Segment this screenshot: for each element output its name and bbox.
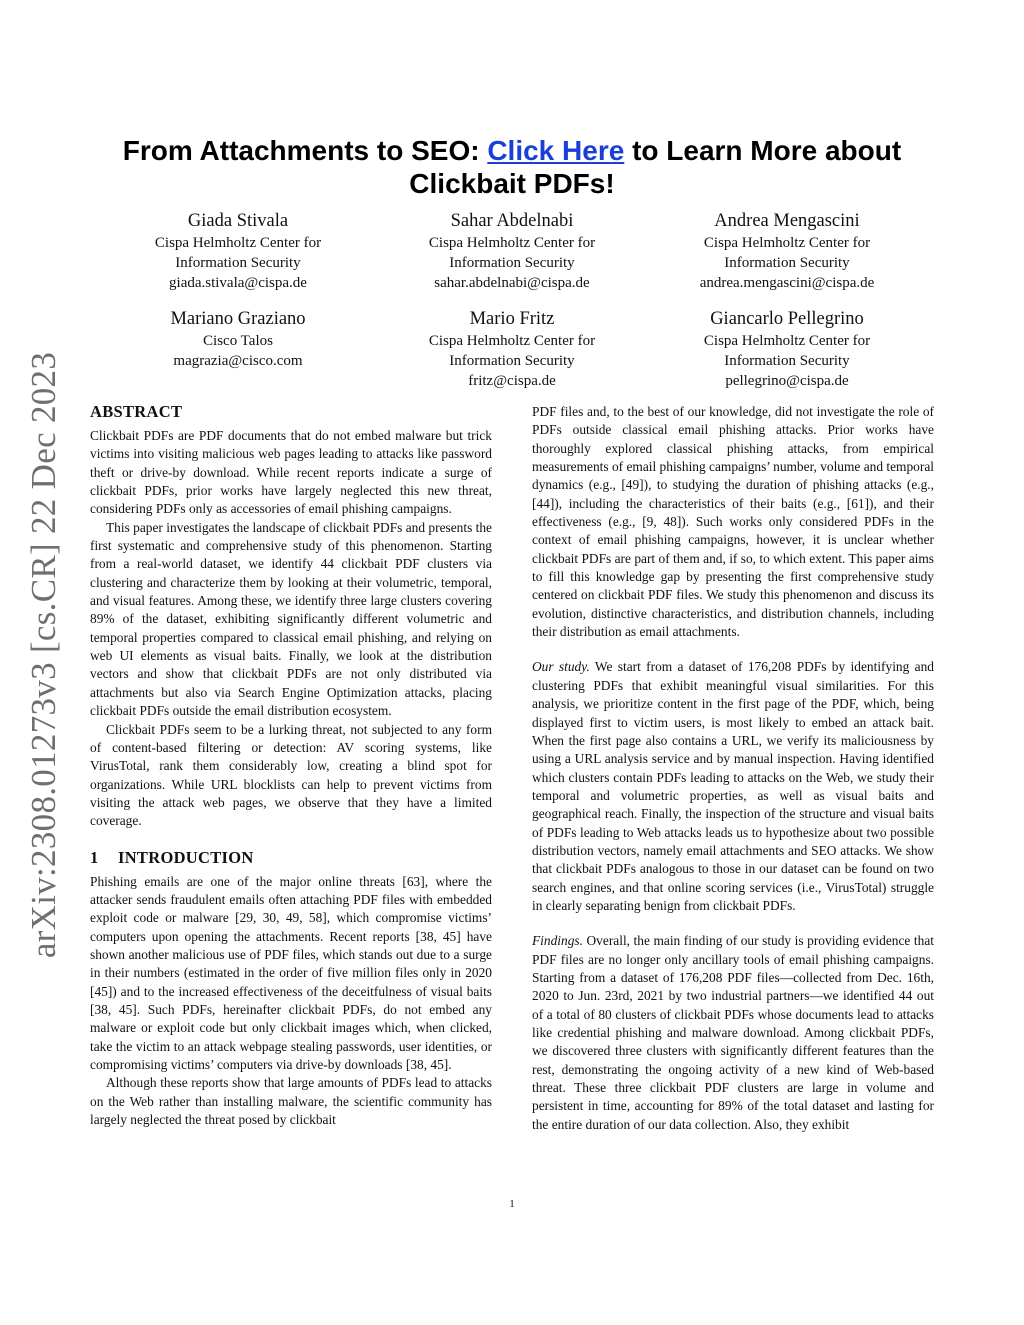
arxiv-identifier-text: arXiv:2308.01273v3 [cs.CR] 22 Dec 2023 bbox=[24, 351, 64, 959]
author-block bbox=[647, 210, 927, 293]
abstract-paragraph: Clickbait PDFs seem to be a lurking threat, not subjected to any form of content-based filtering or detection: AV scoring systems, like VirusTotal, rank them considerably low, creating a blind spot for organizations. While URL blocklists can help to prevent victims from visiting the attack web pages, we observe that they have a limited coverage. bbox=[90, 721, 492, 829]
author-email: magrazia@cisco.com bbox=[173, 353, 303, 369]
author-email: pellegrino@cispa.de bbox=[725, 373, 849, 389]
title-part1: From Attachments to SEO: bbox=[122, 135, 488, 166]
abstract-paragraph: This paper investigates the landscape of clickbait PDFs and presents the first systematic and comprehensive study of this phenomenon. Starting from a real-world dataset, we identify 44 clickbait PDF clusters via clustering and characterize them by looking at their volumetric, temporal, and visual features. Among these, we identify three large clusters covering 89% of the dataset, exhibiting significantly different volumetric and temporal properties compared to classical email phishing, and relying on web UI elements as visual baits. Finally, we look at the distribution vectors and show that clickbait PDFs are not only distributed via attachments but also via Search Engine Optimization attacks, placing clickbait PDFs outside the email distribution ecosystem. bbox=[90, 519, 492, 719]
left-column bbox=[90, 401, 492, 1129]
study-paragraph bbox=[532, 658, 934, 915]
author-name: Mariano Graziano bbox=[170, 309, 306, 329]
author-name: Mario Fritz bbox=[469, 309, 555, 329]
intro-paragraph: PDF files and, to the best of our knowledge, did not investigate the role of PDFs outside classical email phishing attacks. Prior works have thoroughly explored classical phishing attacks, from empirical measurements of email phishing campaigns’ number, volume and temporal dynamics (e.g., [49]), to studying the duration of phishing attacks (e.g., [44]), including the characteristics of their baits (e.g., [61]), and their effectiveness (e.g., [9, 48]). Such works only considered PDFs in the context of email phishing campaigns, however, it is unclear whether clickbait PDFs are part of them and, if so, to which extent. This paper aims to fill this knowledge gap by presenting the first comprehensive study centered on clickbait PDF files. We study this phenomenon and discuss its evolution, distinctive characteristics, and distribution channels, including their distribution as email attachments. bbox=[532, 404, 934, 640]
author-email: sahar.abdelnabi@cispa.de bbox=[434, 275, 590, 291]
intro-paragraph: Phishing emails are one of the major online threats [63], where the attacker sends fraudulent emails often attaching PDF files with embedded exploit code or malware [29, 30, 49, 58], which compromise victims’ computers upon opening the attachments. Recent reports [38, 45] have shown another malicious use of PDF files, which stands out due to a surge in their numbers (estimated in the order of five million files only in 2020 [45]) and to the increased effectiveness of the deceitfulness of visual baits [38, 45]. Such PDFs, hereinafter clickbait PDFs, do not embed any malware or exploit code but only clickbait images which, when clicked, take the victim to an attack webpage stealing passwords, user identities, or compromising victims’ computers via drive-by downloads [38, 45]. bbox=[90, 873, 492, 1072]
author-affiliation: Information Security bbox=[449, 353, 575, 369]
author-email: fritz@cispa.de bbox=[468, 373, 556, 389]
intro-heading bbox=[90, 847, 492, 869]
author-block bbox=[98, 308, 378, 371]
author-name: Giancarlo Pellegrino bbox=[710, 309, 864, 329]
intro-paragraph: Although these reports show that large amounts of PDFs lead to attacks on the Web rather than installing malware, the scientific community has largely neglected the threat posed by clickbait bbox=[90, 1075, 492, 1128]
study-label: Our study. bbox=[532, 659, 590, 675]
author-block bbox=[372, 308, 652, 391]
findings-paragraph bbox=[532, 932, 934, 1134]
author-name: Sahar Abdelnabi bbox=[450, 211, 574, 231]
author-email: andrea.mengascini@cispa.de bbox=[699, 275, 875, 291]
right-column bbox=[532, 403, 934, 1134]
author-affiliation: Cispa Helmholtz Center for bbox=[154, 235, 322, 251]
findings-text: Overall, the main finding of our study is providing evidence that PDF files are no longer only ancillary tools of email phishing campaigns. Starting from a dataset of 176,208 PDF files—collected from Dec. 16th, 2020 to Jun. 23rd, 2021 by two industrial partners—we identified 44 out of a total of 80 clusters of clickbait PDFs whose documents lead to attacks like credential phishing and malware download. Among clickbait PDFs, we discovered three clusters with significantly different features than the rest, demonstrating the ongoing activity of a new kind of Web-based threat. These three clickbait PDF clusters are large in volume and persistent in time, accounting for 89% of the total dataset and lasting for the entire duration of our data collection. Also, they exhibit bbox=[532, 933, 934, 1132]
arxiv-identifier bbox=[20, 351, 68, 959]
author-block bbox=[372, 210, 652, 293]
author-block bbox=[98, 210, 378, 293]
study-text: We start from a dataset of 176,208 PDFs by identifying and clustering PDFs that exhibit meaningful visual similarities. For this analysis, we prioritize content in the first page of the PDF, which, being displayed first to victim users, is most likely to embed an attack bait. When the first page also contains a URL, we verify its maliciousness by using a URL analysis service and by manual inspection. Having identified which clusters contain PDFs leading to attacks on the Web, we study their temporal and volumetric properties, as well as visual baits and geographical reach. Finally, the inspection of the structure and visual baits of PDFs leading to Web attacks leads us to hypothesize about two possible distribution vectors, namely email attachments and SEO attacks. We show that clickbait PDFs analogous to those in our dataset can be found on two search engines, and that online scoring services (i.e., VirusTotal) struggle in clearly separating benign from clickbait PDFs. bbox=[532, 659, 934, 913]
section-title: INTRODUCTION bbox=[118, 847, 254, 867]
abstract-paragraph: Clickbait PDFs are PDF documents that do not embed malware but trick victims into visiting malicious web pages leading to attacks like password theft or drive-by download. While recent reports indicate a surge of clickbait PDFs, prior works have largely neglected this new threat, considering PDFs only as accessories of email phishing campaigns. bbox=[90, 428, 492, 517]
findings-label: Findings. bbox=[532, 933, 583, 949]
author-affiliation: Information Security bbox=[175, 255, 301, 271]
page-number: 1 bbox=[509, 1198, 515, 1210]
author-affiliation: Information Security bbox=[724, 255, 850, 271]
title-link[interactable]: Click Here bbox=[487, 135, 625, 166]
section-number: 1 bbox=[90, 847, 99, 867]
title-part2: to Learn More about Clickbait PDFs! bbox=[409, 135, 902, 199]
author-name: Andrea Mengascini bbox=[714, 211, 860, 231]
author-email: giada.stivala@cispa.de bbox=[169, 275, 307, 291]
author-name: Giada Stivala bbox=[187, 211, 289, 231]
author-block bbox=[647, 308, 927, 391]
author-affiliation: Cispa Helmholtz Center for bbox=[703, 235, 871, 251]
abstract-heading: ABSTRACT bbox=[90, 402, 183, 421]
author-affiliation: Information Security bbox=[724, 353, 850, 369]
author-affiliation: Cisco Talos bbox=[203, 333, 273, 349]
author-affiliation: Information Security bbox=[449, 255, 575, 271]
author-affiliation: Cispa Helmholtz Center for bbox=[428, 235, 596, 251]
author-affiliation: Cispa Helmholtz Center for bbox=[703, 333, 871, 349]
paper-title bbox=[100, 134, 924, 200]
author-affiliation: Cispa Helmholtz Center for bbox=[428, 333, 596, 349]
